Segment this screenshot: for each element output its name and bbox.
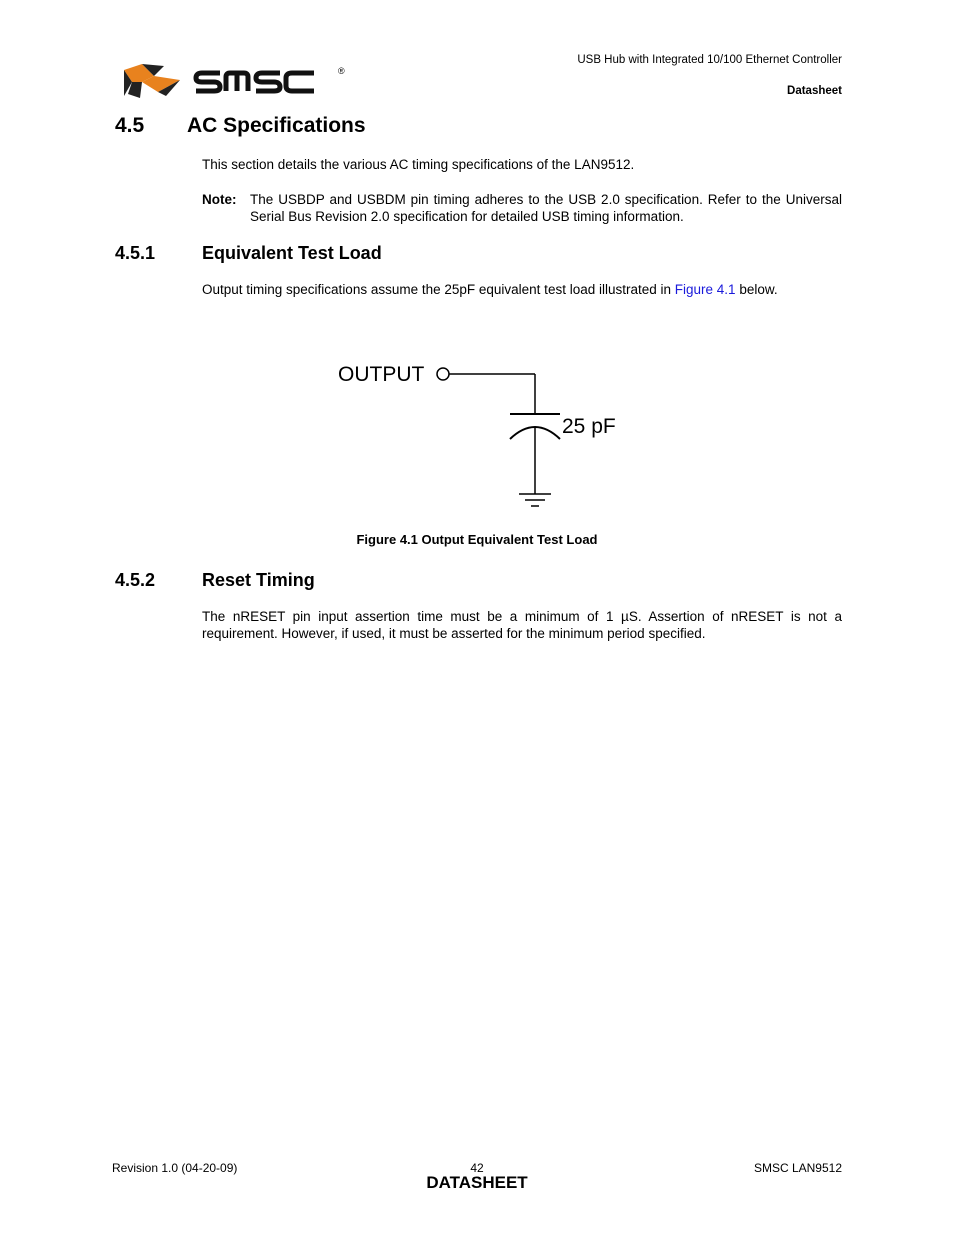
registered-mark: ®: [338, 66, 345, 76]
subsection-1-title: Equivalent Test Load: [202, 243, 382, 263]
footer-datasheet-label: DATASHEET: [426, 1173, 528, 1192]
subsection-2-title: Reset Timing: [202, 570, 315, 590]
note-label: Note:: [202, 192, 237, 207]
section-intro: This section details the various AC timing specifications of the LAN9512.: [202, 157, 635, 172]
test-load-diagram: [330, 355, 630, 520]
figure-link[interactable]: Figure 4.1: [674, 282, 736, 297]
subsection-2-number: 4.5.2: [115, 570, 156, 590]
figure-caption: Figure 4.1 Output Equivalent Test Load: [356, 532, 598, 547]
output-label: OUTPUT: [338, 363, 425, 386]
note-text: The USBDP and USBDM pin timing adheres to the USB 2.0 specification. Refer to the Universal Serial Bus Revision 2.0 specification for detailed USB timing information.: [250, 192, 842, 224]
footer-product-name: SMSC LAN9512: [753, 1161, 842, 1175]
smsc-logo: [120, 62, 350, 107]
subsection-1-text-before: Output timing specifications assume the 25pF equivalent test load illustrated in: [202, 282, 675, 297]
output-terminal: [437, 368, 449, 380]
subsection-1-text: [202, 281, 842, 298]
capacitor-label: 25 pF: [562, 415, 616, 438]
subsection-2-text: The nRESET pin input assertion time must be a minimum of 1 µS. Assertion of nRESET is not a requirement. However, if used, it must be asserted for the minimum period specified.: [202, 609, 842, 641]
subsection-1-number: 4.5.1: [115, 243, 156, 263]
header-product-title: USB Hub with Integrated 10/100 Ethernet Controller: [577, 54, 842, 66]
footer-revision: Revision 1.0 (04-20-09): [112, 1161, 238, 1175]
section-number: 4.5: [115, 114, 145, 137]
subsection-1-text-after: below.: [735, 282, 778, 297]
section-title: AC Specifications: [187, 114, 366, 137]
footer-page-number: 42: [470, 1161, 484, 1175]
smsc-logo-graphic: [120, 62, 350, 102]
header-doc-type: Datasheet: [787, 85, 842, 97]
